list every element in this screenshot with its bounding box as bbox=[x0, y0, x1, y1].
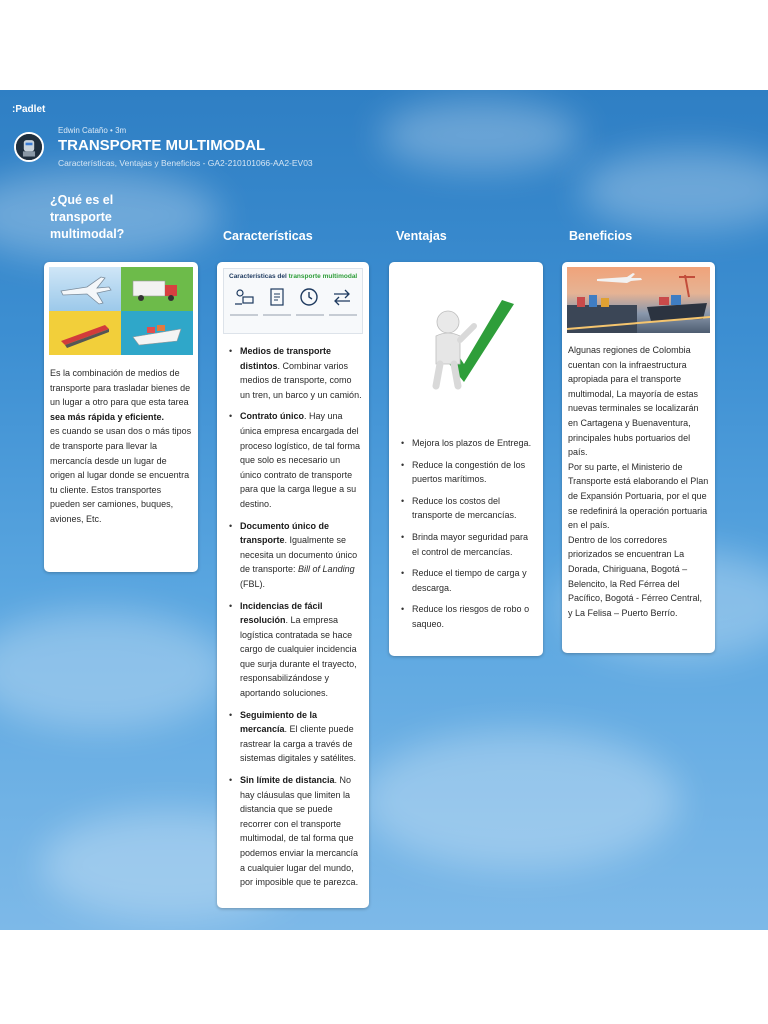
paragraph bbox=[50, 424, 192, 526]
text-italic: Bill of Landing bbox=[298, 564, 355, 575]
text: Características del bbox=[229, 273, 289, 280]
plane-icon bbox=[49, 267, 121, 311]
text-bold: Documento único de transporte bbox=[240, 520, 330, 546]
avatar[interactable] bbox=[14, 132, 44, 162]
meta-separator: • bbox=[110, 126, 116, 135]
paragraph bbox=[50, 366, 192, 424]
board-subtitle: Características, Ventajas y Beneficios - GA2-210101066-AA2-EV03 bbox=[58, 158, 313, 168]
cloud bbox=[380, 100, 580, 170]
infographic-icons bbox=[224, 280, 362, 308]
author-name[interactable]: Edwin Cataño bbox=[58, 126, 108, 135]
post-image bbox=[49, 267, 193, 355]
post-card-ventajas[interactable] bbox=[389, 262, 543, 656]
list-item: • Reduce la congestión de los puertos marítimos. bbox=[399, 458, 537, 487]
post-card-caracteristicas[interactable] bbox=[217, 262, 369, 908]
text-bold: Sin límite de distancia bbox=[240, 775, 335, 786]
paragraph: Dentro de los corredores priorizados se encuentran La Dorada, Chiriguana, Bogotá – Belencito, la Red Férrea del Pacífico, Bogotá - Férreo Central, y La Felisa – Puerto Berrío. bbox=[568, 534, 703, 618]
list-item: • Brinda mayor seguridad para el control de mercancías. bbox=[399, 530, 537, 559]
list-item: • Reduce los riesgos de robo o saqueo. bbox=[399, 602, 537, 631]
ship-icon bbox=[121, 311, 193, 355]
truck-icon bbox=[121, 267, 193, 311]
text: . No hay cláusulas que limiten la distancia que se puede recorrer con el transporte multimodal, de tal forma que podemos enviar la mercancía a cualquier lugar del mundo, por imposible que te parezca. bbox=[240, 775, 359, 888]
post-body bbox=[217, 338, 369, 890]
text: . La empresa logística contratada se hace cargo de cualquier incidencia que surja durante el trayecto, responsabilizándose y aportando soluciones. bbox=[240, 615, 357, 699]
text: es cuando se usan dos o más tipos de transporte para llevar la mercancía desde un lugar de origen al lugar donde se encuentra tu cliente bbox=[50, 426, 192, 495]
list-item bbox=[227, 519, 363, 592]
paragraph: Algunas regiones de Colombia cuentan con la infraestructura apropiada para el transporte multimodal, La mayoría de estas nuevas terminales se localizarán en Cartagena y Buenaventura, principales hubs portuarios del país. bbox=[568, 345, 699, 458]
column-heading-que-es[interactable]: ¿Qué es el transporte multimodal? bbox=[50, 193, 125, 241]
list-item bbox=[227, 599, 363, 701]
post-meta bbox=[58, 126, 126, 135]
list-item bbox=[227, 773, 363, 890]
port-logistics-icon bbox=[567, 267, 710, 333]
post-body bbox=[562, 338, 715, 620]
padlet-board bbox=[0, 90, 768, 930]
list-item: • Reduce el tiempo de carga y descarga. bbox=[399, 566, 537, 595]
text: (FBL). bbox=[240, 578, 266, 589]
text: . Estos transportes pueden ser camiones, buques, aviones, Etc. bbox=[50, 484, 174, 524]
column-heading-beneficios[interactable]: Beneficios bbox=[569, 229, 633, 243]
column-heading-ventajas[interactable]: Ventajas bbox=[396, 229, 447, 243]
text-bold: Incidencias de fácil resolución bbox=[240, 600, 323, 626]
post-card-que-es[interactable] bbox=[44, 262, 198, 572]
list-item: • Reduce los costos del transporte de mercancías. bbox=[399, 494, 537, 523]
infographic-captions bbox=[224, 308, 362, 316]
list-item bbox=[227, 708, 363, 766]
cloud bbox=[580, 150, 768, 230]
text: Es la combinación de medios de transporte para trasladar bienes de un lugar a otro para que esta tarea bbox=[50, 368, 191, 408]
text: . Hay una única empresa encargada del proceso logístico, de tal forma que solo es necesario un único contrato de transporte para que la carga llegue a su destino. bbox=[240, 411, 361, 509]
text-bold: sea más rápida y eficiente. bbox=[50, 411, 165, 422]
post-body bbox=[389, 422, 543, 632]
padlet-logo[interactable]: :Padlet bbox=[12, 104, 46, 115]
text-bold: Contrato único bbox=[240, 411, 304, 422]
text: . Combinar varios medios de transporte, como un tren, un barco y un camión. bbox=[240, 360, 362, 400]
cloud bbox=[360, 730, 680, 870]
avatar-icon bbox=[16, 134, 42, 160]
board-title: TRANSPORTE MULTIMODAL bbox=[58, 137, 266, 154]
advantages-list bbox=[399, 436, 537, 632]
arrows-exchange-icon bbox=[331, 286, 353, 308]
infographic-title bbox=[224, 269, 362, 280]
text: . Igualmente se necesita un documento único de transporte: bbox=[240, 535, 358, 575]
paragraph: Por su parte, el Ministerio de Transporte está elaborando el Plan de Expansión Portuaria, por el que se redefinirá la operación portuaria en el país. bbox=[568, 461, 709, 531]
post-card-beneficios[interactable] bbox=[562, 262, 715, 653]
text-bold: Medios de transporte distintos bbox=[240, 346, 332, 371]
post-image-infographic bbox=[223, 268, 363, 334]
train-icon bbox=[49, 311, 121, 355]
clock-icon bbox=[298, 286, 320, 308]
feature-list bbox=[227, 344, 363, 890]
cloud bbox=[0, 610, 230, 730]
list-item: • Mejora los plazos de Entrega. bbox=[399, 436, 537, 451]
person-checkmark-icon bbox=[389, 262, 543, 422]
post-body bbox=[44, 360, 198, 527]
contract-icon bbox=[266, 286, 288, 308]
text: . El cliente puede rastrear la carga a través de sistemas digitales y satélites. bbox=[240, 724, 357, 764]
text: transporte multimodal bbox=[288, 273, 358, 280]
column-heading-caracteristicas[interactable]: Características bbox=[223, 229, 313, 243]
list-item bbox=[227, 409, 363, 511]
transport-modes-icon bbox=[233, 286, 255, 308]
post-time: 3m bbox=[115, 126, 127, 135]
list-item bbox=[227, 344, 363, 402]
text-bold: Seguimiento de la mercancía bbox=[240, 709, 318, 735]
